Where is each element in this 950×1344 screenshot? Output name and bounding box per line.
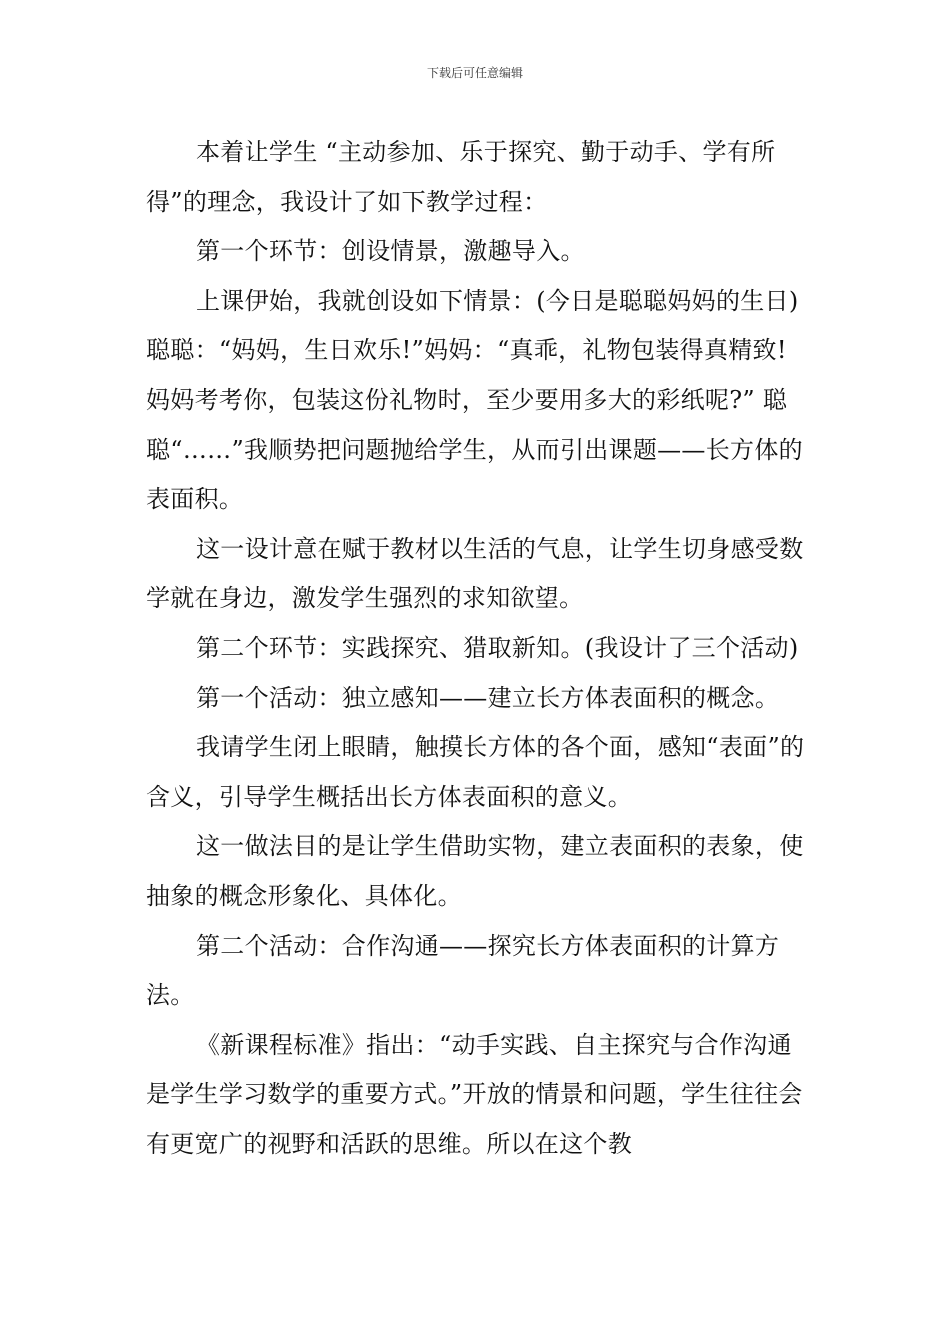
page-header-note: 下载后可任意编辑 — [426, 66, 523, 80]
paragraph-6: 第一个活动：独立感知——建立长方体表面积的概念。 — [196, 683, 780, 712]
paragraph-2: 第一个环节：创设情景，激趣导入。 — [196, 237, 585, 266]
document-body — [146, 128, 810, 1169]
paragraph-1: 本着让学生 “主动参加、乐于探究、勤于动手、学有所得”的理念，我设计了如下教学过程： — [146, 138, 776, 216]
paragraph-9: 第二个活动：合作沟通——探究长方体表面积的计算方法。 — [146, 931, 780, 1010]
paragraph-10: 《新课程标准》指出：“动手实践、自主探究与合作沟通是学生学习数学的重要方式。”开放的情景和问题，学生往往会有更宽广的视野和活跃的思维。所以在这个教 — [146, 1030, 803, 1158]
paragraph-4: 这一设计意在赋于教材以生活的气息，让学生切身感受数学就在身边，激发学生强烈的求知欲望。 — [146, 534, 804, 613]
paragraph-7: 我请学生闭上眼睛，触摸长方体的各个面，感知“表面”的含义，引导学生概括出长方体表面积的意义。 — [146, 733, 805, 811]
paragraph-3: 上课伊始，我就创设如下情景：(今日是聪聪妈妈的生日)聪聪：“妈妈，生日欢乐!”妈妈：“真乖，礼物包装得真精致!妈妈考考你，包装这份礼物时，至少要用多大的彩纸呢?” 聪聪“……”我顺势把问题抛给学生，从而引出课题——长方体的表面积。 — [146, 286, 803, 514]
paragraph-5: 第二个环节：实践探究、猎取新知。(我设计了三个活动) — [196, 633, 799, 662]
paragraph-8: 这一做法目的是让学生借助实物，建立表面积的表象，使抽象的概念形象化、具体化。 — [146, 832, 804, 910]
